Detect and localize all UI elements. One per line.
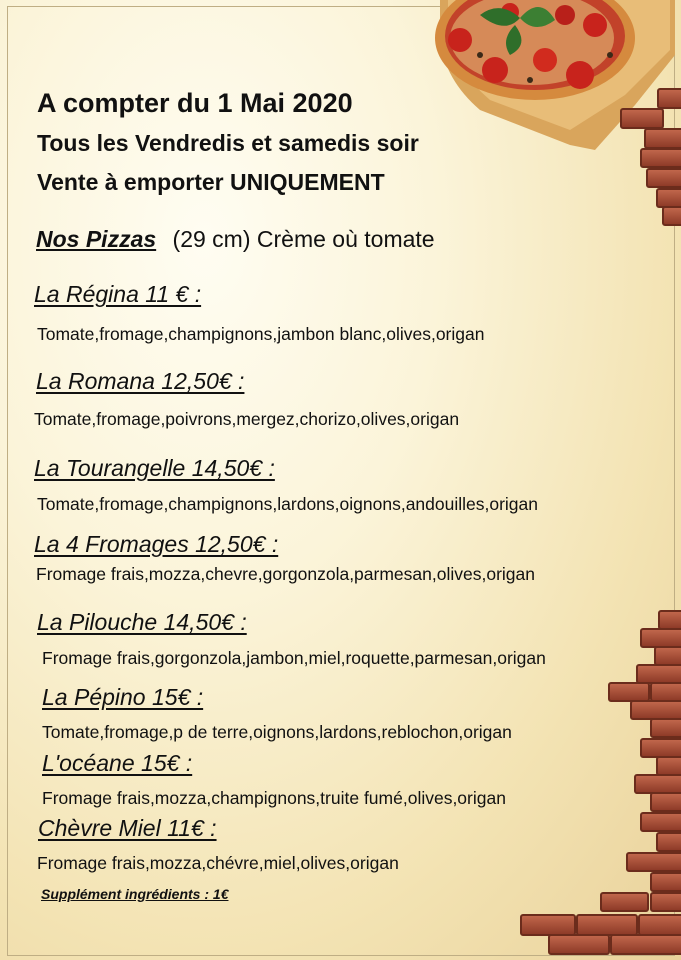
pizza-name: La 4 Fromages 12,50€ : (34, 531, 279, 557)
pizza-name: La Romana 12,50€ : (36, 368, 245, 394)
days-heading: Tous les Vendredis et samedis soir (37, 130, 419, 156)
pizza-ingredients: Fromage frais,mozza,champignons,truite fumé,olives,origan (42, 788, 506, 808)
pizza-name: Chèvre Miel 11€ : (38, 815, 217, 841)
pizza-ingredients: Fromage frais,mozza,chévre,miel,olives,origan (37, 853, 399, 873)
pizza-name: La Tourangelle 14,50€ : (34, 455, 275, 481)
pizza-ingredients: Tomate,fromage,poivrons,mergez,chorizo,olives,origan (34, 409, 460, 429)
section-title (36, 226, 435, 253)
pizza-ingredients: Tomate,fromage,p de terre,oignons,lardons,reblochon,origan (42, 722, 512, 742)
pizza-ingredients: Tomate,fromage,champignons,lardons,oignons,andouilles,origan (37, 494, 539, 514)
pizza-name: La Régina 11 € : (34, 281, 202, 307)
pizza-name: La Pépino 15€ : (42, 684, 204, 710)
pizza-ingredients: Tomate,fromage,champignons,jambon blanc,olives,origan (37, 324, 485, 344)
pizza-ingredients: Fromage frais,gorgonzola,jambon,miel,roquette,parmesan,origan (42, 648, 546, 668)
date-heading: A compter du 1 Mai 2020 (37, 88, 353, 118)
pizza-ingredients: Fromage frais,mozza,chevre,gorgonzola,parmesan,olives,origan (36, 564, 535, 584)
pizza-name: La Pilouche 14,50€ : (37, 609, 247, 635)
takeaway-heading: Vente à emporter UNIQUEMENT (37, 169, 385, 195)
section-label: Nos Pizzas (36, 226, 157, 252)
section-detail: (29 cm) Crème où tomate (172, 226, 435, 252)
supplement-note: Supplément ingrédients : 1€ (41, 886, 229, 902)
pizza-name: L'océane 15€ : (42, 750, 193, 776)
